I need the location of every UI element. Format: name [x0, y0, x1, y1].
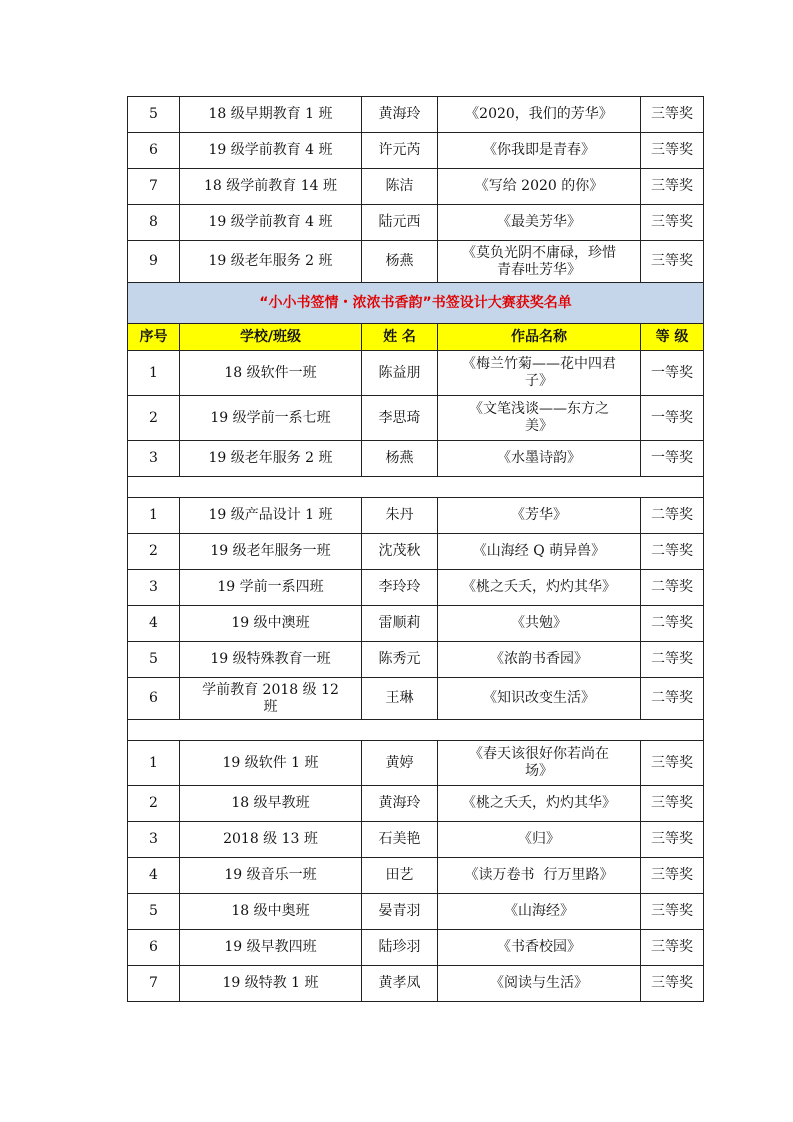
spacer-cell [128, 720, 704, 741]
table-row [128, 894, 704, 930]
class-cell: 19 级学前教育 4 班 [180, 205, 362, 241]
work-cell: 《浓韵书香园》 [438, 642, 641, 678]
work-cell: 《芳华》 [438, 498, 641, 534]
class-cell: 18 级早期教育 1 班 [180, 97, 362, 133]
header-class: 学校/班级 [180, 324, 362, 351]
name-cell: 晏青羽 [362, 894, 438, 930]
work-cell [438, 741, 641, 786]
class-cell: 19 级产品设计 1 班 [180, 498, 362, 534]
work-cell: 《读万卷书 行万里路》 [438, 858, 641, 894]
row-number: 2 [128, 396, 180, 441]
class-cell: 19 级老年服务一班 [180, 534, 362, 570]
class-cell: 19 级学前教育 4 班 [180, 133, 362, 169]
work-cell: 《桃之夭夭，灼灼其华》 [438, 786, 641, 822]
class-cell: 19 级特教 1 班 [180, 966, 362, 1002]
class-cell: 19 级音乐一班 [180, 858, 362, 894]
award-cell: 一等奖 [641, 396, 704, 441]
work-cell [438, 396, 641, 441]
row-number: 9 [128, 241, 180, 283]
class-cell: 2018 级 13 班 [180, 822, 362, 858]
header-name: 姓 名 [362, 324, 438, 351]
award-list-page [127, 96, 703, 1002]
work-cell: 《山海经》 [438, 894, 641, 930]
award-cell: 三等奖 [641, 169, 704, 205]
work-cell: 《阅读与生活》 [438, 966, 641, 1002]
header-work: 作品名称 [438, 324, 641, 351]
work-cell: 《写给 2020 的你》 [438, 169, 641, 205]
award-cell: 三等奖 [641, 822, 704, 858]
name-cell: 田艺 [362, 858, 438, 894]
work-cell: 《山海经 Q 萌异兽》 [438, 534, 641, 570]
table-row [128, 741, 704, 786]
class-cell: 19 级早教四班 [180, 930, 362, 966]
name-cell: 陆珍羽 [362, 930, 438, 966]
award-cell: 三等奖 [641, 786, 704, 822]
name-cell: 许元芮 [362, 133, 438, 169]
row-number: 7 [128, 169, 180, 205]
work-line-2: 青春吐芳华》 [497, 261, 581, 278]
row-number: 5 [128, 97, 180, 133]
table-row [128, 570, 704, 606]
spacer-row [128, 720, 704, 741]
class-line-1: 学前教育 2018 级 12 [202, 681, 339, 698]
award-table [127, 96, 704, 1002]
class-cell [180, 678, 362, 720]
work-line-1: 《梅兰竹菊——花中四君 [462, 356, 616, 372]
class-cell: 18 级软件一班 [180, 351, 362, 396]
class-cell: 18 级学前教育 14 班 [180, 169, 362, 205]
name-cell: 石美艳 [362, 822, 438, 858]
work-cell: 《最美芳华》 [438, 205, 641, 241]
name-cell: 杨燕 [362, 241, 438, 283]
class-cell: 19 级软件 1 班 [180, 741, 362, 786]
row-number: 3 [128, 441, 180, 477]
name-cell: 黄婷 [362, 741, 438, 786]
table-row [128, 97, 704, 133]
award-cell: 一等奖 [641, 441, 704, 477]
section-title: “小小书签情・浓浓书香韵”书签设计大赛获奖名单 [128, 283, 704, 324]
class-cell: 19 级老年服务 2 班 [180, 441, 362, 477]
award-cell: 二等奖 [641, 534, 704, 570]
award-cell: 三等奖 [641, 205, 704, 241]
class-cell: 18 级早教班 [180, 786, 362, 822]
row-number: 4 [128, 858, 180, 894]
table-row [128, 351, 704, 396]
work-cell: 《知识改变生活》 [438, 678, 641, 720]
work-cell: 《归》 [438, 822, 641, 858]
row-number: 3 [128, 822, 180, 858]
class-cell: 19 级中澳班 [180, 606, 362, 642]
work-line-2: 场》 [525, 763, 553, 779]
row-number: 3 [128, 570, 180, 606]
work-cell: 《2020，我们的芳华》 [438, 97, 641, 133]
section-title-row [128, 283, 704, 324]
header-no: 序号 [128, 324, 180, 351]
table-row [128, 396, 704, 441]
work-line-1: 《文笔浅谈——东方之 [469, 401, 609, 417]
name-cell: 李思琦 [362, 396, 438, 441]
work-line-2: 美》 [525, 418, 553, 434]
table-row [128, 205, 704, 241]
award-cell: 二等奖 [641, 498, 704, 534]
work-line-2: 子》 [525, 373, 553, 389]
table-row [128, 169, 704, 205]
name-cell: 王琳 [362, 678, 438, 720]
class-cell: 19 学前一系四班 [180, 570, 362, 606]
row-number: 1 [128, 741, 180, 786]
class-cell: 19 级学前一系七班 [180, 396, 362, 441]
header-award: 等 级 [641, 324, 704, 351]
award-cell: 二等奖 [641, 678, 704, 720]
spacer-row [128, 477, 704, 498]
table-row [128, 241, 704, 283]
name-cell: 黄孝凤 [362, 966, 438, 1002]
name-cell: 黄海玲 [362, 97, 438, 133]
table-row [128, 642, 704, 678]
table-row [128, 966, 704, 1002]
work-cell: 《水墨诗韵》 [438, 441, 641, 477]
row-number: 4 [128, 606, 180, 642]
row-number: 2 [128, 786, 180, 822]
work-cell: 《书香校园》 [438, 930, 641, 966]
work-line-1: 《春天该很好你若尚在 [469, 746, 609, 762]
row-number: 7 [128, 966, 180, 1002]
name-cell: 朱丹 [362, 498, 438, 534]
award-cell: 三等奖 [641, 930, 704, 966]
row-number: 5 [128, 642, 180, 678]
award-cell: 二等奖 [641, 642, 704, 678]
award-cell: 三等奖 [641, 966, 704, 1002]
name-cell: 雷顺莉 [362, 606, 438, 642]
work-cell: 《桃之夭夭，灼灼其华》 [438, 570, 641, 606]
work-cell [438, 351, 641, 396]
award-cell: 三等奖 [641, 741, 704, 786]
class-cell: 19 级老年服务 2 班 [180, 241, 362, 283]
table-row [128, 786, 704, 822]
row-number: 1 [128, 351, 180, 396]
award-cell: 二等奖 [641, 606, 704, 642]
row-number: 5 [128, 894, 180, 930]
table-row [128, 498, 704, 534]
award-cell: 三等奖 [641, 894, 704, 930]
work-line-1: 《莫负光阴不庸碌，珍惜 [462, 244, 616, 261]
name-cell: 黄海玲 [362, 786, 438, 822]
name-cell: 陈洁 [362, 169, 438, 205]
table-row [128, 930, 704, 966]
name-cell: 陆元西 [362, 205, 438, 241]
spacer-cell [128, 477, 704, 498]
table-row [128, 606, 704, 642]
name-cell: 陈益朋 [362, 351, 438, 396]
table-row [128, 678, 704, 720]
table-row [128, 133, 704, 169]
award-cell: 三等奖 [641, 97, 704, 133]
award-cell: 三等奖 [641, 241, 704, 283]
name-cell: 李玲玲 [362, 570, 438, 606]
award-cell: 一等奖 [641, 351, 704, 396]
name-cell: 沈茂秋 [362, 534, 438, 570]
work-cell [438, 241, 641, 283]
name-cell: 杨燕 [362, 441, 438, 477]
class-cell: 19 级特殊教育一班 [180, 642, 362, 678]
name-cell: 陈秀元 [362, 642, 438, 678]
row-number: 6 [128, 133, 180, 169]
row-number: 2 [128, 534, 180, 570]
row-number: 1 [128, 498, 180, 534]
row-number: 8 [128, 205, 180, 241]
header-row [128, 324, 704, 351]
table-row [128, 534, 704, 570]
award-cell: 三等奖 [641, 133, 704, 169]
row-number: 6 [128, 930, 180, 966]
class-line-2: 班 [263, 698, 278, 715]
table-row [128, 441, 704, 477]
work-cell: 《你我即是青春》 [438, 133, 641, 169]
award-cell: 二等奖 [641, 570, 704, 606]
work-cell: 《共勉》 [438, 606, 641, 642]
table-row [128, 822, 704, 858]
table-row [128, 858, 704, 894]
row-number: 6 [128, 678, 180, 720]
award-cell: 三等奖 [641, 858, 704, 894]
class-cell: 18 级中奥班 [180, 894, 362, 930]
